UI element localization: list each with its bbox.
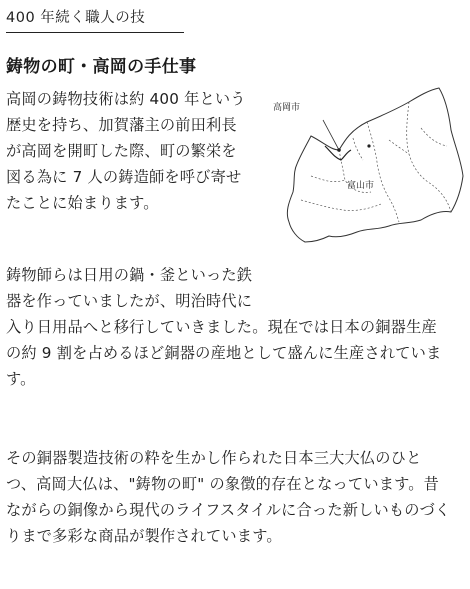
text-line: たことに始まります。 xyxy=(6,194,159,212)
text-line: の約 9 割を占めるほど銅器の産地として盛んに生産されていま xyxy=(6,344,442,362)
text-line: つ、高岡大仏は、"鋳物の町" の象徴的存在となっています。昔 xyxy=(6,475,440,493)
text-line: 歴史を持ち、加賀藩主の前田利長 xyxy=(6,116,237,134)
text-line: りまで多彩な商品が製作されています。 xyxy=(6,527,282,545)
section-subtitle: 鋳物の町・高岡の手仕事 xyxy=(6,57,197,77)
municipal-boundary xyxy=(421,128,447,146)
municipal-boundary xyxy=(311,176,345,182)
text-line: ながらの銅像から現代のライフスタイルに合った新しいものづく xyxy=(6,501,451,519)
municipal-boundary xyxy=(353,138,363,160)
text-line: 入り日用品へと移行していきました。現在では日本の銅器生産 xyxy=(6,318,437,336)
municipal-boundary xyxy=(407,102,451,212)
municipal-boundary xyxy=(389,140,409,154)
prefecture-outline xyxy=(287,88,463,242)
paragraph-daibutsu xyxy=(6,445,450,549)
text-line: 図る為に 7 人の鋳造師を呼び寄せ xyxy=(6,168,242,186)
text-line: 鋳物師らは日用の鍋・釜といった鉄 xyxy=(6,266,253,284)
municipal-boundary xyxy=(301,200,381,211)
text-line: 器を作っていましたが、明治時代に xyxy=(6,292,253,310)
text-line: が高岡を開町した際、町の繁栄を xyxy=(6,142,237,160)
heading-underline xyxy=(6,32,184,33)
text-line: 高岡の鋳物技術は約 400 年という xyxy=(6,90,246,108)
paragraph-history xyxy=(6,86,246,216)
toyama-label: 富山市 xyxy=(347,181,375,191)
paragraph-transition xyxy=(6,262,441,392)
takaoka-leader-line xyxy=(323,120,339,150)
toyama-marker xyxy=(367,144,370,147)
text-line: その銅器製造技術の粋を生かし作られた日本三大大仏のひと xyxy=(6,449,422,467)
takaoka-label: 高岡市 xyxy=(273,103,301,113)
text-line: す。 xyxy=(6,370,36,388)
section-heading-block xyxy=(6,8,184,33)
toyama-prefecture-map xyxy=(271,80,467,250)
section-heading: 400 年続く職人の技 xyxy=(6,10,146,26)
takaoka-marker xyxy=(337,148,341,152)
